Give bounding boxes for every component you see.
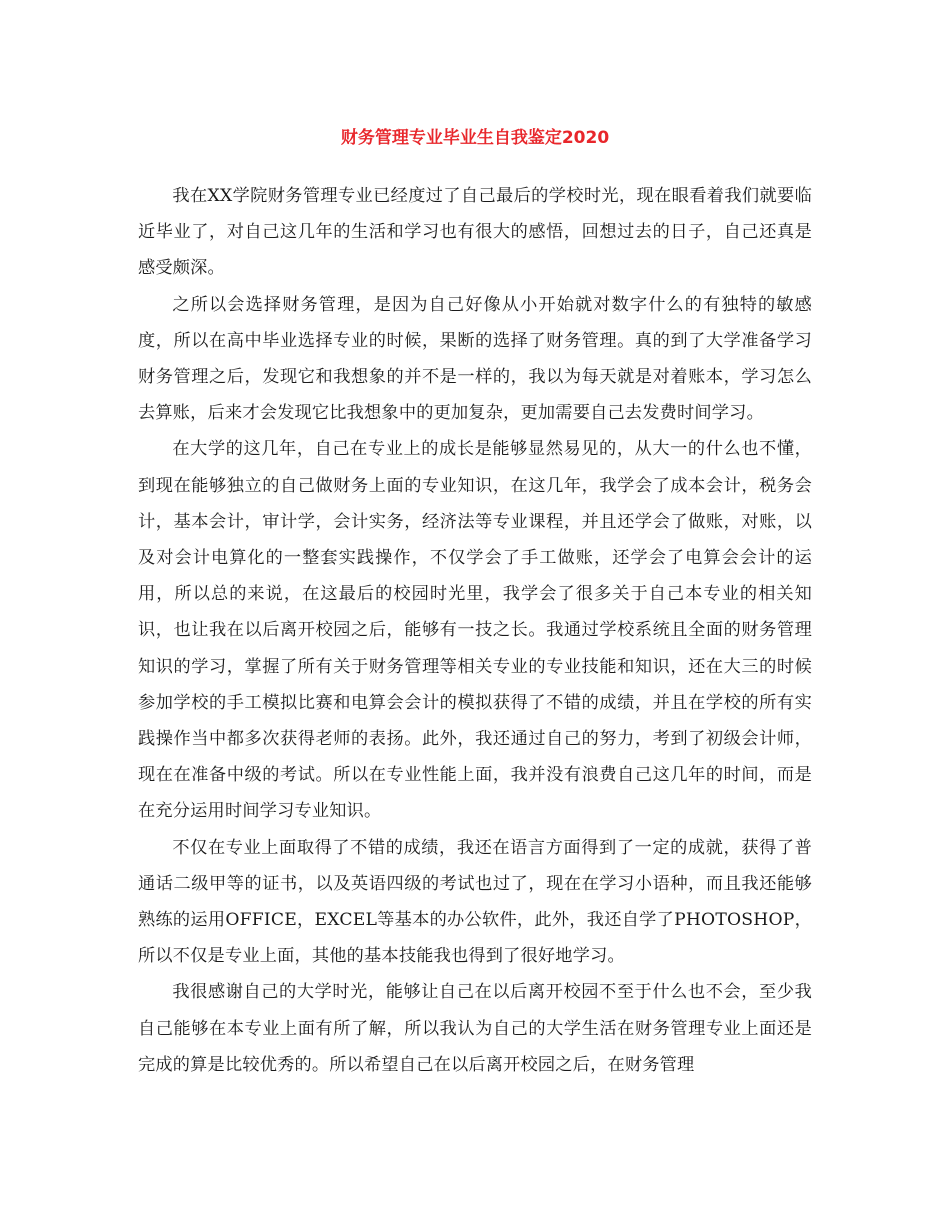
paragraph-4: 不仅在专业上面取得了不错的成绩，我还在语言方面得到了一定的成就，获得了普通话二级甲等的证书，以及英语四级的考试也过了，现在在学习小语种，而且我还能够熟练的运用OFFICE，EXCEL等基本的办公软件，此外，我还自学了PHOTOSHOP，所以不仅是专业上面，其他的基本技能我也得到了很好地学习。: [138, 837, 812, 967]
document-title: 财务管理专业毕业生自我鉴定2020: [340, 128, 610, 148]
paragraph-1: 我在XX学院财务管理专业已经度过了自己最后的学校时光，现在眼看着我们就要临近毕业了，对自己这几年的生活和学习也有很大的感悟，回想过去的日子，自己还真是感受颇深。: [138, 186, 812, 279]
document-body: [138, 178, 812, 1083]
paragraph-3: 在大学的这几年，自己在专业上的成长是能够显然易见的，从大一的什么也不懂，到现在能够独立的自己做财务上面的专业知识，在这几年，我学会了成本会计，税务会计，基本会计，审计学，会计实务，经济法等专业课程，并且还学会了做账，对账，以及对会计电算化的一整套实践操作，不仅学会了手工做账，还学会了电算会会计的运用，所以总的来说，在这最后的校园时光里，我学会了很多关于自己本专业的相关知识，也让我在以后离开校园之后，能够有一技之长。我通过学校系统且全面的财务管理知识的学习，掌握了所有关于财务管理等相关专业的专业技能和知识，还在大三的时候参加学校的手工模拟比赛和电算会会计的模拟获得了不错的成绩，并且在学校的所有实践操作当中都多次获得老师的表扬。此外，我还通过自己的努力，考到了初级会计师，现在在准备中级的考试。所以在专业性能上面，我并没有浪费自己这几年的时间，而是在充分运用时间学习专业知识。: [138, 439, 812, 822]
paragraph-5: 我很感谢自己的大学时光，能够让自己在以后离开校园不至于什么也不会，至少我自己能够在本专业上面有所了解，所以我认为自己的大学生活在财务管理专业上面还是完成的算是比较优秀的。所以希望自己在以后离开校园之后，在财务管理: [138, 982, 812, 1075]
paragraph-2: 之所以会选择财务管理，是因为自己好像从小开始就对数字什么的有独特的敏感度，所以在高中毕业选择专业的时候，果断的选择了财务管理。真的到了大学准备学习财务管理之后，发现它和我想象的并不是一样的，我以为每天就是对着账本，学习怎么去算账，后来才会发现它比我想象中的更加复杂，更加需要自己去发费时间学习。: [138, 294, 812, 424]
